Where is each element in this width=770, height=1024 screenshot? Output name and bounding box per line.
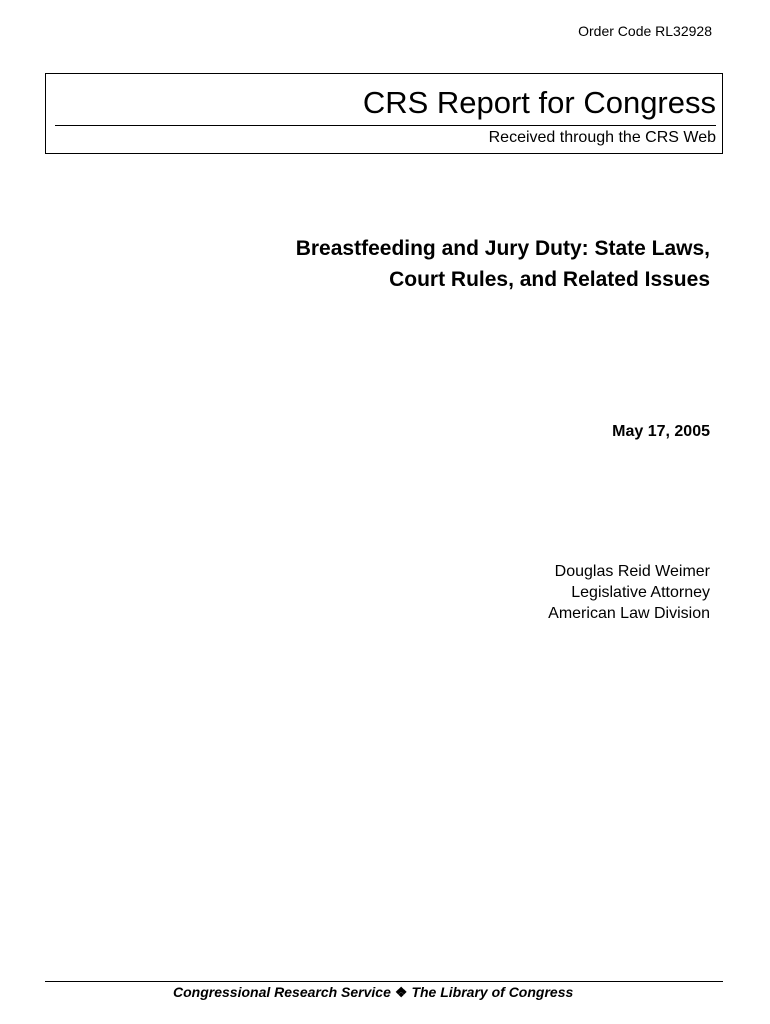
footer-divider — [45, 981, 723, 982]
header-divider — [55, 125, 716, 126]
report-title — [150, 233, 710, 295]
report-title-line-2: Court Rules, and Related Issues — [389, 268, 710, 291]
author-division: American Law Division — [548, 605, 710, 622]
author-position: Legislative Attorney — [571, 584, 710, 601]
report-header-box — [45, 73, 723, 154]
header-title: CRS Report for Congress — [362, 85, 716, 120]
author-name: Douglas Reid Weimer — [554, 563, 710, 580]
report-date: May 17, 2005 — [612, 423, 710, 440]
footer-left-text: Congressional Research Service — [173, 984, 391, 1000]
author-block — [548, 561, 710, 624]
diamond-separator-icon: ❖ — [394, 984, 408, 1000]
footer-right-text: The Library of Congress — [411, 984, 574, 1000]
header-subtitle: Received through the CRS Web — [488, 129, 716, 146]
order-code: Order Code RL32928 — [578, 23, 712, 39]
report-title-line-1: Breastfeeding and Jury Duty: State Laws, — [295, 237, 710, 260]
footer — [173, 984, 573, 1001]
